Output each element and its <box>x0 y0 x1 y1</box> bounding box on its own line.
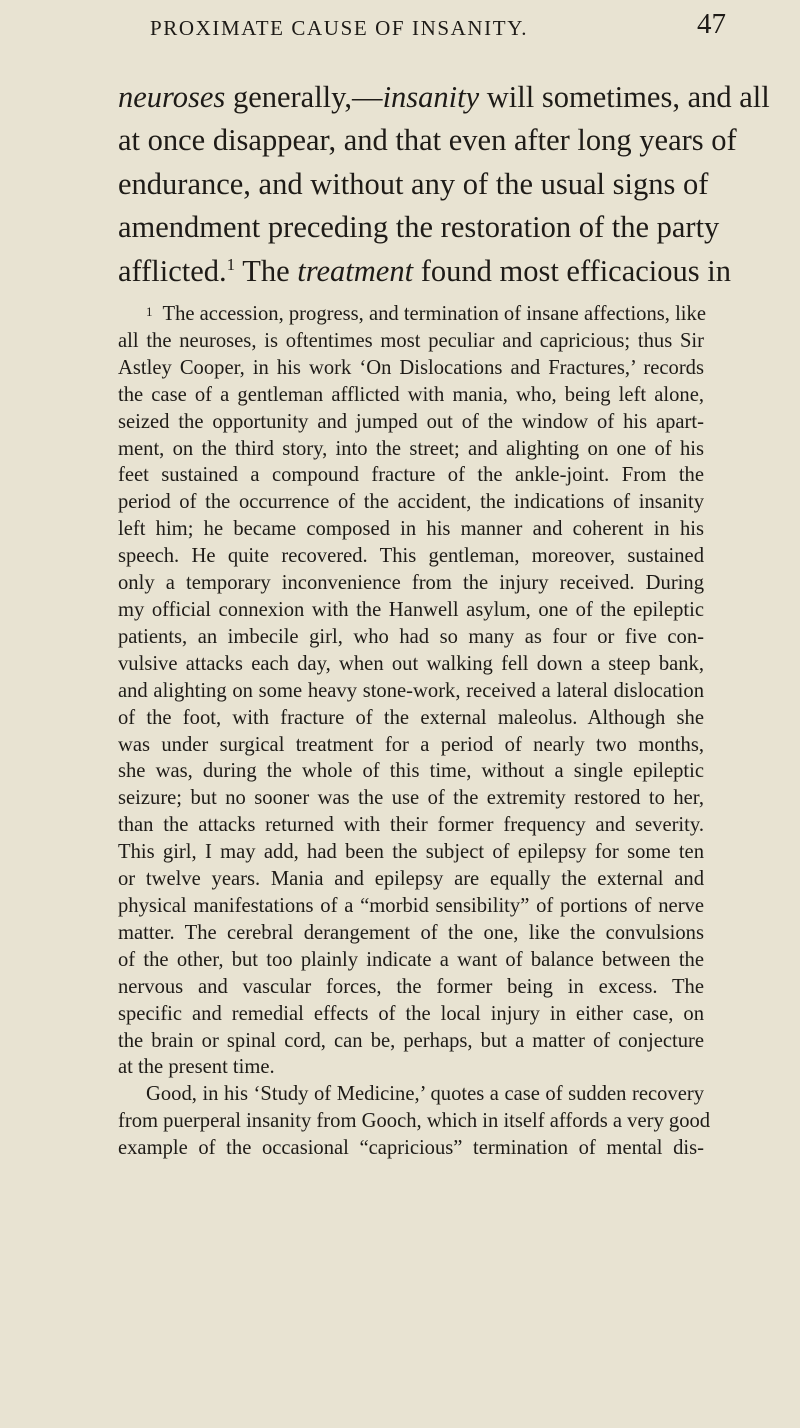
footnote-line: she was, during the whole of this time, without a single epileptic <box>118 760 704 783</box>
footnote-line: matter. The cerebral derangement of the one, like the convulsions <box>118 921 704 944</box>
main-line: at once disappear, and that even after long years of <box>118 123 737 158</box>
footnote-line: the brain or spinal cord, can be, perhaps, but a matter of conjecture <box>118 1029 704 1052</box>
text-run: The <box>235 253 298 288</box>
main-line: endurance, and without any of the usual signs of <box>118 166 709 201</box>
running-title: PROXIMATE CAUSE OF INSANITY. <box>150 16 529 40</box>
footnote-line: all the neuroses, is oftentimes most peculiar and capricious; thus Sir <box>118 329 704 352</box>
footnote-line: of the other, but too plainly indicate a want of balance between the <box>118 948 704 971</box>
footnote-line: Astley Cooper, in his work ‘On Dislocations and Fractures,’ records <box>118 356 704 379</box>
footnote-line: nervous and vascular forces, the former being in excess. The <box>118 975 704 998</box>
footnote-line: physical manifestations of a “morbid sensibility” of portions of nerve <box>118 894 704 917</box>
footnote-line: only a temporary inconvenience from the injury received. During <box>118 572 704 595</box>
footnote-line: my official connexion with the Hanwell asylum, one of the epileptic <box>118 599 704 621</box>
footnote-line: specific and remedial effects of the local injury in either case, on <box>118 1002 704 1025</box>
footnote-line: This girl, I may add, had been the subject of epilepsy for some ten <box>118 841 704 864</box>
page-number: 47 <box>697 8 726 40</box>
footnote-line: patients, an imbecile girl, who had so many as four or five con- <box>118 625 704 648</box>
footnote-line: of the foot, with fracture of the external maleolus. Although she <box>118 706 704 729</box>
main-paragraph <box>118 76 770 293</box>
footnote-line: and alighting on some heavy stone-work, received a lateral dislocation <box>118 679 704 702</box>
main-line: amendment preceding the restoration of the party <box>118 210 720 245</box>
italic-term: neuroses <box>118 80 226 114</box>
footnote-reference: 1 <box>226 254 236 274</box>
text-run: generally,— <box>225 80 383 114</box>
footnote-line: the case of a gentleman afflicted with mania, who, being left alone, <box>118 383 704 406</box>
footnote-line: left him; he became composed in his manner and coherent in his <box>118 518 704 541</box>
footnote-line: seized the opportunity and jumped out of the window of his apart- <box>118 410 704 433</box>
footnote-line: or twelve years. Mania and epilepsy are equally the external and <box>118 868 704 891</box>
main-line <box>118 76 770 119</box>
text-run: will sometimes, and all <box>479 80 770 114</box>
footnote-line: example of the occasional “capricious” termination of mental dis- <box>118 1137 704 1160</box>
footnote-line: period of the occurrence of the accident, the indications of insanity <box>118 491 704 514</box>
footnote-line: ment, on the third story, into the street; and alighting on one of his <box>118 437 704 460</box>
footnote-line: speech. He quite recovered. This gentleman, moreover, sustained <box>118 545 704 568</box>
running-head <box>118 8 726 46</box>
footnote <box>118 301 711 1162</box>
footnote-line: feet sustained a compound fracture of the ankle-joint. From the <box>118 464 704 487</box>
footnote-line: Good, in his ‘Study of Medicine,’ quotes a case of sudden recovery <box>146 1083 704 1106</box>
footnote-text: The accession, progress, and termination of insane affections, like <box>162 303 706 326</box>
footnote-marker: 1 <box>146 304 153 320</box>
footnote-line: seizure; but no sooner was the use of the extremity restored to her, <box>118 787 704 810</box>
text-run: afflicted. <box>118 253 227 288</box>
italic-term: treatment <box>297 253 414 288</box>
footnote-line <box>118 301 704 328</box>
italic-term: insanity <box>382 80 480 114</box>
main-line <box>118 250 731 293</box>
footnote-line: vulsive attacks each day, when out walking fell down a steep bank, <box>118 652 704 675</box>
text-run: found most efficacious in <box>413 253 731 288</box>
footnote-line: was under surgical treatment for a period of nearly two months, <box>118 733 704 756</box>
footnote-line: from puerperal insanity from Gooch, which in itself affords a very good <box>118 1110 711 1133</box>
footnote-line: than the attacks returned with their former frequency and severity. <box>118 814 704 837</box>
footnote-line: at the present time. <box>118 1056 275 1079</box>
